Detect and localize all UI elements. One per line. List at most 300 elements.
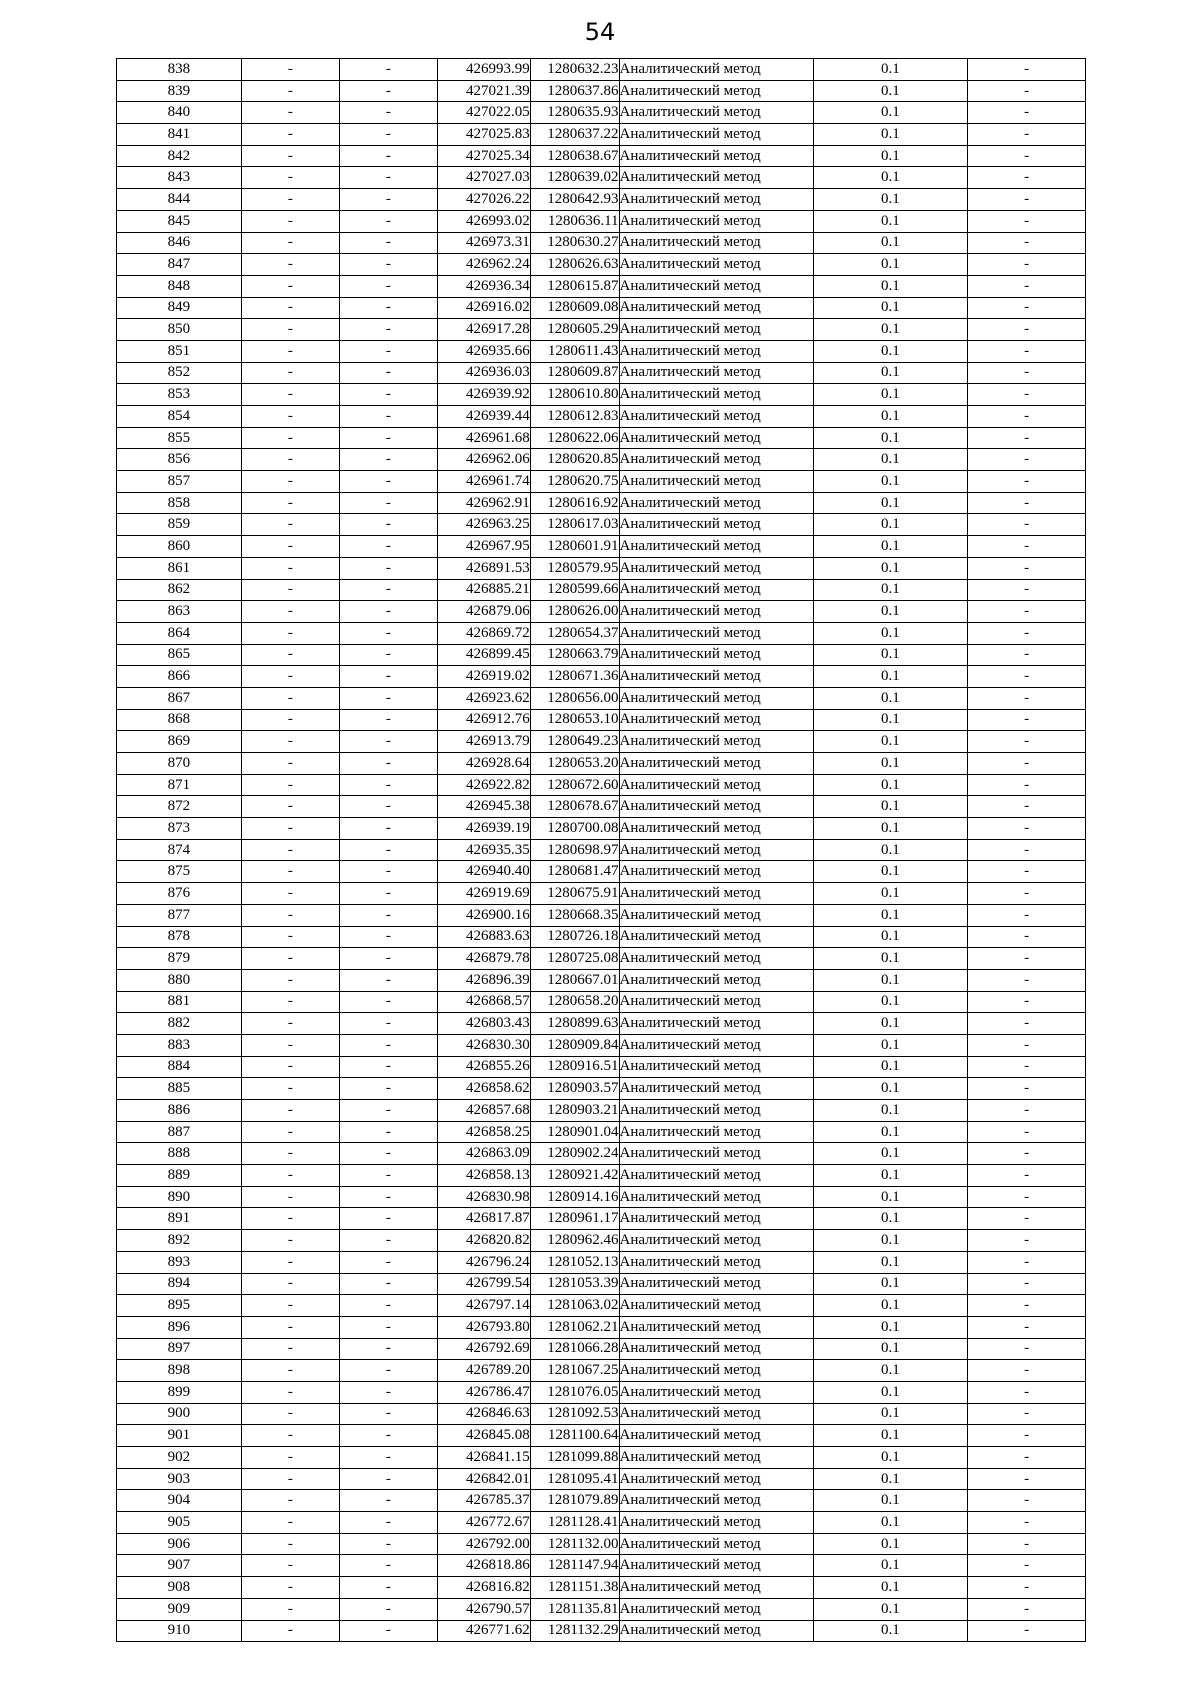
blank-cell-1: - — [241, 774, 339, 796]
blank-cell-1: - — [241, 1403, 339, 1425]
accuracy-cell: 0.1 — [813, 59, 968, 81]
description-cell: - — [968, 275, 1086, 297]
description-cell: - — [968, 384, 1086, 406]
accuracy-cell: 0.1 — [813, 1555, 968, 1577]
blank-cell-2: - — [339, 731, 437, 753]
description-cell: - — [968, 774, 1086, 796]
accuracy-cell: 0.1 — [813, 1425, 968, 1447]
description-cell: - — [968, 1533, 1086, 1555]
table-row — [117, 1056, 1086, 1078]
point-number-cell: 886 — [117, 1100, 242, 1122]
x-coordinate-cell: 426830.98 — [437, 1186, 530, 1208]
point-number-cell: 897 — [117, 1338, 242, 1360]
table-row — [117, 1598, 1086, 1620]
table-row — [117, 232, 1086, 254]
accuracy-cell: 0.1 — [813, 1512, 968, 1534]
table-row — [117, 1034, 1086, 1056]
x-coordinate-cell: 426818.86 — [437, 1555, 530, 1577]
method-cell: Аналитический метод — [619, 1013, 813, 1035]
point-number-cell: 846 — [117, 232, 242, 254]
blank-cell-1: - — [241, 861, 339, 883]
method-cell: Аналитический метод — [619, 384, 813, 406]
y-coordinate-cell: 1280903.57 — [530, 1078, 619, 1100]
accuracy-cell: 0.1 — [813, 1186, 968, 1208]
blank-cell-2: - — [339, 124, 437, 146]
table-row — [117, 449, 1086, 471]
description-cell: - — [968, 1013, 1086, 1035]
blank-cell-1: - — [241, 1360, 339, 1382]
accuracy-cell: 0.1 — [813, 687, 968, 709]
x-coordinate-cell: 426928.64 — [437, 753, 530, 775]
accuracy-cell: 0.1 — [813, 232, 968, 254]
point-number-cell: 876 — [117, 883, 242, 905]
method-cell: Аналитический метод — [619, 926, 813, 948]
blank-cell-2: - — [339, 1100, 437, 1122]
method-cell: Аналитический метод — [619, 102, 813, 124]
blank-cell-2: - — [339, 80, 437, 102]
blank-cell-1: - — [241, 1490, 339, 1512]
method-cell: Аналитический метод — [619, 753, 813, 775]
blank-cell-1: - — [241, 297, 339, 319]
description-cell: - — [968, 1468, 1086, 1490]
blank-cell-1: - — [241, 926, 339, 948]
y-coordinate-cell: 1280579.95 — [530, 557, 619, 579]
table-row — [117, 861, 1086, 883]
blank-cell-1: - — [241, 1186, 339, 1208]
table-row — [117, 1143, 1086, 1165]
blank-cell-2: - — [339, 384, 437, 406]
description-cell: - — [968, 1165, 1086, 1187]
y-coordinate-cell: 1280909.84 — [530, 1034, 619, 1056]
point-number-cell: 871 — [117, 774, 242, 796]
point-number-cell: 842 — [117, 145, 242, 167]
blank-cell-1: - — [241, 839, 339, 861]
blank-cell-1: - — [241, 601, 339, 623]
blank-cell-2: - — [339, 406, 437, 428]
table-row — [117, 1620, 1086, 1642]
description-cell: - — [968, 1034, 1086, 1056]
blank-cell-2: - — [339, 1251, 437, 1273]
method-cell: Аналитический метод — [619, 666, 813, 688]
y-coordinate-cell: 1280609.08 — [530, 297, 619, 319]
point-number-cell: 892 — [117, 1230, 242, 1252]
point-number-cell: 906 — [117, 1533, 242, 1555]
blank-cell-2: - — [339, 948, 437, 970]
blank-cell-2: - — [339, 1381, 437, 1403]
table-body — [117, 59, 1086, 1642]
point-number-cell: 893 — [117, 1251, 242, 1273]
accuracy-cell: 0.1 — [813, 904, 968, 926]
point-number-cell: 909 — [117, 1598, 242, 1620]
table-row — [117, 59, 1086, 81]
accuracy-cell: 0.1 — [813, 1056, 968, 1078]
description-cell: - — [968, 926, 1086, 948]
blank-cell-1: - — [241, 427, 339, 449]
x-coordinate-cell: 426863.09 — [437, 1143, 530, 1165]
blank-cell-1: - — [241, 1165, 339, 1187]
accuracy-cell: 0.1 — [813, 1121, 968, 1143]
y-coordinate-cell: 1281099.88 — [530, 1447, 619, 1469]
y-coordinate-cell: 1280626.63 — [530, 254, 619, 276]
blank-cell-1: - — [241, 709, 339, 731]
accuracy-cell: 0.1 — [813, 1100, 968, 1122]
x-coordinate-cell: 426785.37 — [437, 1490, 530, 1512]
blank-cell-2: - — [339, 861, 437, 883]
table-row — [117, 210, 1086, 232]
y-coordinate-cell: 1280667.01 — [530, 969, 619, 991]
y-coordinate-cell: 1281092.53 — [530, 1403, 619, 1425]
blank-cell-2: - — [339, 1555, 437, 1577]
accuracy-cell: 0.1 — [813, 1273, 968, 1295]
table-row — [117, 1273, 1086, 1295]
description-cell: - — [968, 124, 1086, 146]
method-cell: Аналитический метод — [619, 1360, 813, 1382]
point-number-cell: 890 — [117, 1186, 242, 1208]
description-cell: - — [968, 904, 1086, 926]
x-coordinate-cell: 426922.82 — [437, 774, 530, 796]
blank-cell-1: - — [241, 189, 339, 211]
y-coordinate-cell: 1281066.28 — [530, 1338, 619, 1360]
y-coordinate-cell: 1281076.05 — [530, 1381, 619, 1403]
method-cell: Аналитический метод — [619, 1512, 813, 1534]
blank-cell-2: - — [339, 883, 437, 905]
accuracy-cell: 0.1 — [813, 969, 968, 991]
blank-cell-2: - — [339, 514, 437, 536]
description-cell: - — [968, 796, 1086, 818]
blank-cell-2: - — [339, 601, 437, 623]
accuracy-cell: 0.1 — [813, 1230, 968, 1252]
x-coordinate-cell: 426786.47 — [437, 1381, 530, 1403]
blank-cell-2: - — [339, 1490, 437, 1512]
description-cell: - — [968, 709, 1086, 731]
table-row — [117, 384, 1086, 406]
method-cell: Аналитический метод — [619, 818, 813, 840]
point-number-cell: 857 — [117, 471, 242, 493]
blank-cell-1: - — [241, 275, 339, 297]
description-cell: - — [968, 189, 1086, 211]
description-cell: - — [968, 102, 1086, 124]
table-row — [117, 319, 1086, 341]
blank-cell-1: - — [241, 340, 339, 362]
blank-cell-2: - — [339, 102, 437, 124]
description-cell: - — [968, 145, 1086, 167]
point-number-cell: 843 — [117, 167, 242, 189]
accuracy-cell: 0.1 — [813, 1381, 968, 1403]
method-cell: Аналитический метод — [619, 861, 813, 883]
y-coordinate-cell: 1280899.63 — [530, 1013, 619, 1035]
x-coordinate-cell: 426916.02 — [437, 297, 530, 319]
blank-cell-2: - — [339, 1620, 437, 1642]
blank-cell-2: - — [339, 709, 437, 731]
blank-cell-1: - — [241, 666, 339, 688]
blank-cell-2: - — [339, 753, 437, 775]
table-row — [117, 102, 1086, 124]
blank-cell-1: - — [241, 1013, 339, 1035]
table-row — [117, 145, 1086, 167]
description-cell: - — [968, 362, 1086, 384]
blank-cell-2: - — [339, 687, 437, 709]
accuracy-cell: 0.1 — [813, 167, 968, 189]
blank-cell-1: - — [241, 1447, 339, 1469]
blank-cell-1: - — [241, 818, 339, 840]
blank-cell-2: - — [339, 1034, 437, 1056]
description-cell: - — [968, 80, 1086, 102]
method-cell: Аналитический метод — [619, 991, 813, 1013]
y-coordinate-cell: 1280626.00 — [530, 601, 619, 623]
table-row — [117, 926, 1086, 948]
blank-cell-1: - — [241, 1100, 339, 1122]
description-cell: - — [968, 232, 1086, 254]
y-coordinate-cell: 1280642.93 — [530, 189, 619, 211]
accuracy-cell: 0.1 — [813, 1468, 968, 1490]
point-number-cell: 885 — [117, 1078, 242, 1100]
point-number-cell: 866 — [117, 666, 242, 688]
y-coordinate-cell: 1280921.42 — [530, 1165, 619, 1187]
table-row — [117, 557, 1086, 579]
blank-cell-1: - — [241, 1251, 339, 1273]
blank-cell-2: - — [339, 1533, 437, 1555]
y-coordinate-cell: 1280636.11 — [530, 210, 619, 232]
x-coordinate-cell: 426816.82 — [437, 1577, 530, 1599]
x-coordinate-cell: 426817.87 — [437, 1208, 530, 1230]
blank-cell-1: - — [241, 1425, 339, 1447]
y-coordinate-cell: 1280620.85 — [530, 449, 619, 471]
point-number-cell: 861 — [117, 557, 242, 579]
x-coordinate-cell: 426935.35 — [437, 839, 530, 861]
x-coordinate-cell: 426855.26 — [437, 1056, 530, 1078]
description-cell: - — [968, 1512, 1086, 1534]
table-row — [117, 1468, 1086, 1490]
accuracy-cell: 0.1 — [813, 601, 968, 623]
point-number-cell: 896 — [117, 1316, 242, 1338]
accuracy-cell: 0.1 — [813, 753, 968, 775]
method-cell: Аналитический метод — [619, 514, 813, 536]
accuracy-cell: 0.1 — [813, 774, 968, 796]
table-row — [117, 80, 1086, 102]
y-coordinate-cell: 1280620.75 — [530, 471, 619, 493]
blank-cell-1: - — [241, 1512, 339, 1534]
blank-cell-2: - — [339, 362, 437, 384]
x-coordinate-cell: 426962.91 — [437, 492, 530, 514]
point-number-cell: 910 — [117, 1620, 242, 1642]
accuracy-cell: 0.1 — [813, 124, 968, 146]
description-cell: - — [968, 1360, 1086, 1382]
point-number-cell: 901 — [117, 1425, 242, 1447]
y-coordinate-cell: 1280638.67 — [530, 145, 619, 167]
table-row — [117, 731, 1086, 753]
y-coordinate-cell: 1281135.81 — [530, 1598, 619, 1620]
point-number-cell: 858 — [117, 492, 242, 514]
table-row — [117, 427, 1086, 449]
blank-cell-2: - — [339, 492, 437, 514]
point-number-cell: 840 — [117, 102, 242, 124]
point-number-cell: 880 — [117, 969, 242, 991]
table-row — [117, 1121, 1086, 1143]
y-coordinate-cell: 1280658.20 — [530, 991, 619, 1013]
blank-cell-1: - — [241, 1577, 339, 1599]
blank-cell-2: - — [339, 1447, 437, 1469]
y-coordinate-cell: 1280698.97 — [530, 839, 619, 861]
table-row — [117, 297, 1086, 319]
table-row — [117, 492, 1086, 514]
point-number-cell: 851 — [117, 340, 242, 362]
blank-cell-1: - — [241, 210, 339, 232]
method-cell: Аналитический метод — [619, 1577, 813, 1599]
description-cell: - — [968, 319, 1086, 341]
y-coordinate-cell: 1280961.17 — [530, 1208, 619, 1230]
accuracy-cell: 0.1 — [813, 362, 968, 384]
blank-cell-2: - — [339, 167, 437, 189]
accuracy-cell: 0.1 — [813, 1316, 968, 1338]
y-coordinate-cell: 1280902.24 — [530, 1143, 619, 1165]
point-number-cell: 895 — [117, 1295, 242, 1317]
blank-cell-1: - — [241, 167, 339, 189]
description-cell: - — [968, 1381, 1086, 1403]
point-number-cell: 878 — [117, 926, 242, 948]
method-cell: Аналитический метод — [619, 1533, 813, 1555]
method-cell: Аналитический метод — [619, 687, 813, 709]
y-coordinate-cell: 1280610.80 — [530, 384, 619, 406]
description-cell: - — [968, 1273, 1086, 1295]
y-coordinate-cell: 1280914.16 — [530, 1186, 619, 1208]
x-coordinate-cell: 427021.39 — [437, 80, 530, 102]
method-cell: Аналитический метод — [619, 59, 813, 81]
x-coordinate-cell: 426963.25 — [437, 514, 530, 536]
blank-cell-2: - — [339, 1468, 437, 1490]
method-cell: Аналитический метод — [619, 1555, 813, 1577]
blank-cell-2: - — [339, 904, 437, 926]
x-coordinate-cell: 426792.69 — [437, 1338, 530, 1360]
accuracy-cell: 0.1 — [813, 861, 968, 883]
blank-cell-1: - — [241, 1078, 339, 1100]
description-cell: - — [968, 1230, 1086, 1252]
blank-cell-2: - — [339, 1598, 437, 1620]
point-number-cell: 852 — [117, 362, 242, 384]
y-coordinate-cell: 1280612.83 — [530, 406, 619, 428]
y-coordinate-cell: 1280601.91 — [530, 536, 619, 558]
point-number-cell: 877 — [117, 904, 242, 926]
table-row — [117, 1230, 1086, 1252]
blank-cell-2: - — [339, 1230, 437, 1252]
x-coordinate-cell: 426899.45 — [437, 644, 530, 666]
accuracy-cell: 0.1 — [813, 427, 968, 449]
accuracy-cell: 0.1 — [813, 557, 968, 579]
method-cell: Аналитический метод — [619, 297, 813, 319]
blank-cell-2: - — [339, 1425, 437, 1447]
description-cell: - — [968, 471, 1086, 493]
blank-cell-1: - — [241, 514, 339, 536]
blank-cell-2: - — [339, 622, 437, 644]
x-coordinate-cell: 426846.63 — [437, 1403, 530, 1425]
description-cell: - — [968, 427, 1086, 449]
description-cell: - — [968, 1295, 1086, 1317]
blank-cell-2: - — [339, 1403, 437, 1425]
table-row — [117, 1338, 1086, 1360]
y-coordinate-cell: 1281132.00 — [530, 1533, 619, 1555]
point-number-cell: 869 — [117, 731, 242, 753]
blank-cell-1: - — [241, 644, 339, 666]
description-cell: - — [968, 167, 1086, 189]
x-coordinate-cell: 426939.92 — [437, 384, 530, 406]
accuracy-cell: 0.1 — [813, 449, 968, 471]
point-number-cell: 874 — [117, 839, 242, 861]
blank-cell-1: - — [241, 449, 339, 471]
blank-cell-2: - — [339, 774, 437, 796]
method-cell: Аналитический метод — [619, 1208, 813, 1230]
blank-cell-1: - — [241, 536, 339, 558]
method-cell: Аналитический метод — [619, 275, 813, 297]
table-row — [117, 1425, 1086, 1447]
table-row — [117, 1251, 1086, 1273]
method-cell: Аналитический метод — [619, 1273, 813, 1295]
blank-cell-2: - — [339, 1512, 437, 1534]
blank-cell-2: - — [339, 1338, 437, 1360]
x-coordinate-cell: 426967.95 — [437, 536, 530, 558]
x-coordinate-cell: 426868.57 — [437, 991, 530, 1013]
method-cell: Аналитический метод — [619, 774, 813, 796]
table-row — [117, 969, 1086, 991]
x-coordinate-cell: 427026.22 — [437, 189, 530, 211]
point-number-cell: 849 — [117, 297, 242, 319]
point-number-cell: 838 — [117, 59, 242, 81]
table-row — [117, 839, 1086, 861]
accuracy-cell: 0.1 — [813, 1208, 968, 1230]
y-coordinate-cell: 1280635.93 — [530, 102, 619, 124]
method-cell: Аналитический метод — [619, 492, 813, 514]
accuracy-cell: 0.1 — [813, 297, 968, 319]
blank-cell-2: - — [339, 969, 437, 991]
x-coordinate-cell: 426792.00 — [437, 1533, 530, 1555]
x-coordinate-cell: 427027.03 — [437, 167, 530, 189]
y-coordinate-cell: 1280622.06 — [530, 427, 619, 449]
accuracy-cell: 0.1 — [813, 536, 968, 558]
accuracy-cell: 0.1 — [813, 579, 968, 601]
y-coordinate-cell: 1280663.79 — [530, 644, 619, 666]
x-coordinate-cell: 426869.72 — [437, 622, 530, 644]
blank-cell-1: - — [241, 406, 339, 428]
x-coordinate-cell: 426891.53 — [437, 557, 530, 579]
accuracy-cell: 0.1 — [813, 1295, 968, 1317]
accuracy-cell: 0.1 — [813, 1165, 968, 1187]
blank-cell-2: - — [339, 1360, 437, 1382]
y-coordinate-cell: 1280672.60 — [530, 774, 619, 796]
table-row — [117, 1078, 1086, 1100]
point-number-cell: 845 — [117, 210, 242, 232]
description-cell: - — [968, 644, 1086, 666]
method-cell: Аналитический метод — [619, 969, 813, 991]
description-cell: - — [968, 536, 1086, 558]
accuracy-cell: 0.1 — [813, 102, 968, 124]
blank-cell-1: - — [241, 471, 339, 493]
blank-cell-1: - — [241, 1295, 339, 1317]
description-cell: - — [968, 406, 1086, 428]
blank-cell-1: - — [241, 1381, 339, 1403]
x-coordinate-cell: 426772.67 — [437, 1512, 530, 1534]
description-cell: - — [968, 1555, 1086, 1577]
blank-cell-1: - — [241, 948, 339, 970]
description-cell: - — [968, 1577, 1086, 1599]
table-row — [117, 818, 1086, 840]
description-cell: - — [968, 1100, 1086, 1122]
y-coordinate-cell: 1280653.20 — [530, 753, 619, 775]
x-coordinate-cell: 426879.06 — [437, 601, 530, 623]
method-cell: Аналитический метод — [619, 1381, 813, 1403]
point-number-cell: 850 — [117, 319, 242, 341]
point-number-cell: 862 — [117, 579, 242, 601]
point-number-cell: 903 — [117, 1468, 242, 1490]
table-row — [117, 471, 1086, 493]
accuracy-cell: 0.1 — [813, 210, 968, 232]
